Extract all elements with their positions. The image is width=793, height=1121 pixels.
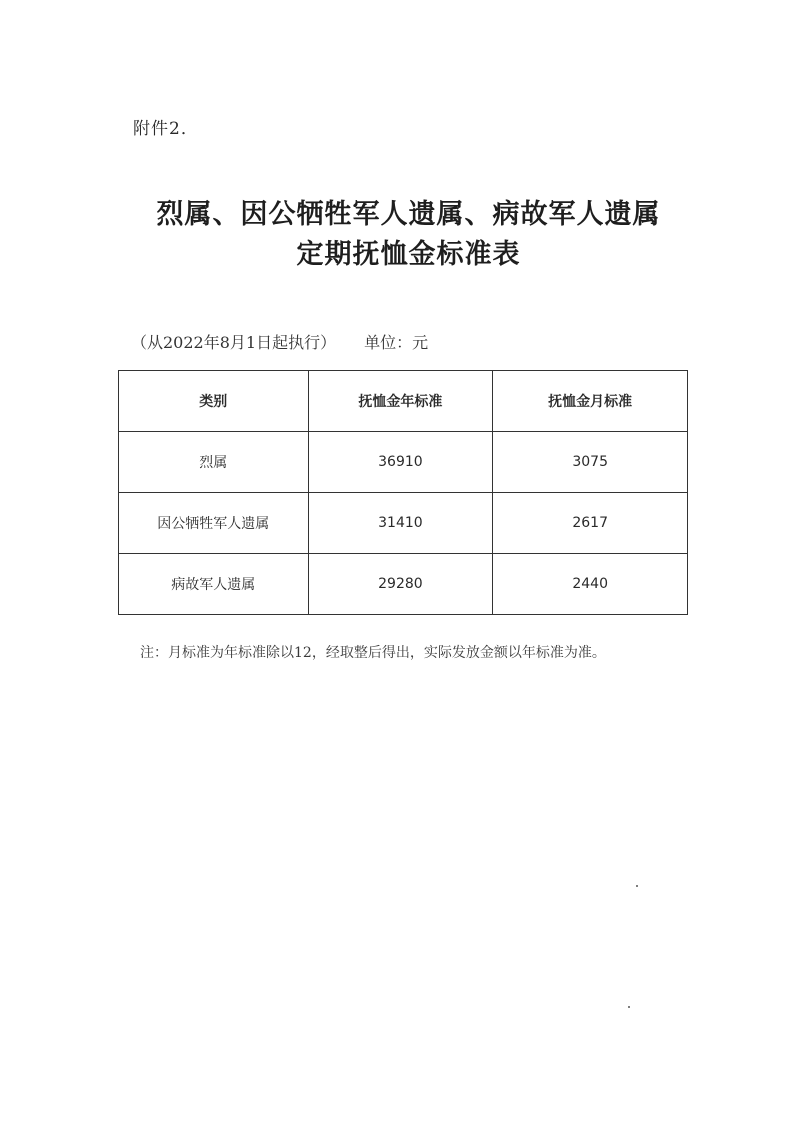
footnote: 注：月标准为年标准除以12，经取整后得出，实际发放金额以年标准为准。	[140, 645, 606, 661]
row-monthly: 2617	[493, 493, 688, 554]
row-annual: 36910	[308, 432, 493, 493]
document-title-line-1: 烈属、因公牺牲军人遗属、病故军人遗属	[156, 199, 661, 230]
row-annual: 29280	[308, 554, 493, 615]
scan-speck	[636, 885, 638, 887]
row-monthly: 2440	[493, 554, 688, 615]
row-category: 烈属	[119, 432, 309, 493]
row-category: 病故军人遗属	[119, 554, 309, 615]
header-category: 类别	[119, 371, 309, 432]
header-annual-standard: 抚恤金年标准	[308, 371, 493, 432]
table-row	[119, 554, 688, 615]
effective-date: （从2022年8月1日起执行）	[131, 333, 337, 352]
row-monthly: 3075	[493, 432, 688, 493]
table-row	[119, 493, 688, 554]
document-title-line-2: 定期抚恤金标准表	[296, 239, 521, 270]
attachment-label: 附件2．	[133, 119, 199, 139]
scan-speck	[628, 1006, 630, 1008]
table-header-row	[119, 371, 688, 432]
pension-standard-table	[118, 370, 688, 615]
table-row	[119, 432, 688, 493]
unit-label: 单位：元	[364, 333, 429, 352]
effective-date-line	[131, 330, 428, 353]
row-category: 因公牺牲军人遗属	[119, 493, 309, 554]
row-annual: 31410	[308, 493, 493, 554]
header-monthly-standard: 抚恤金月标准	[493, 371, 688, 432]
